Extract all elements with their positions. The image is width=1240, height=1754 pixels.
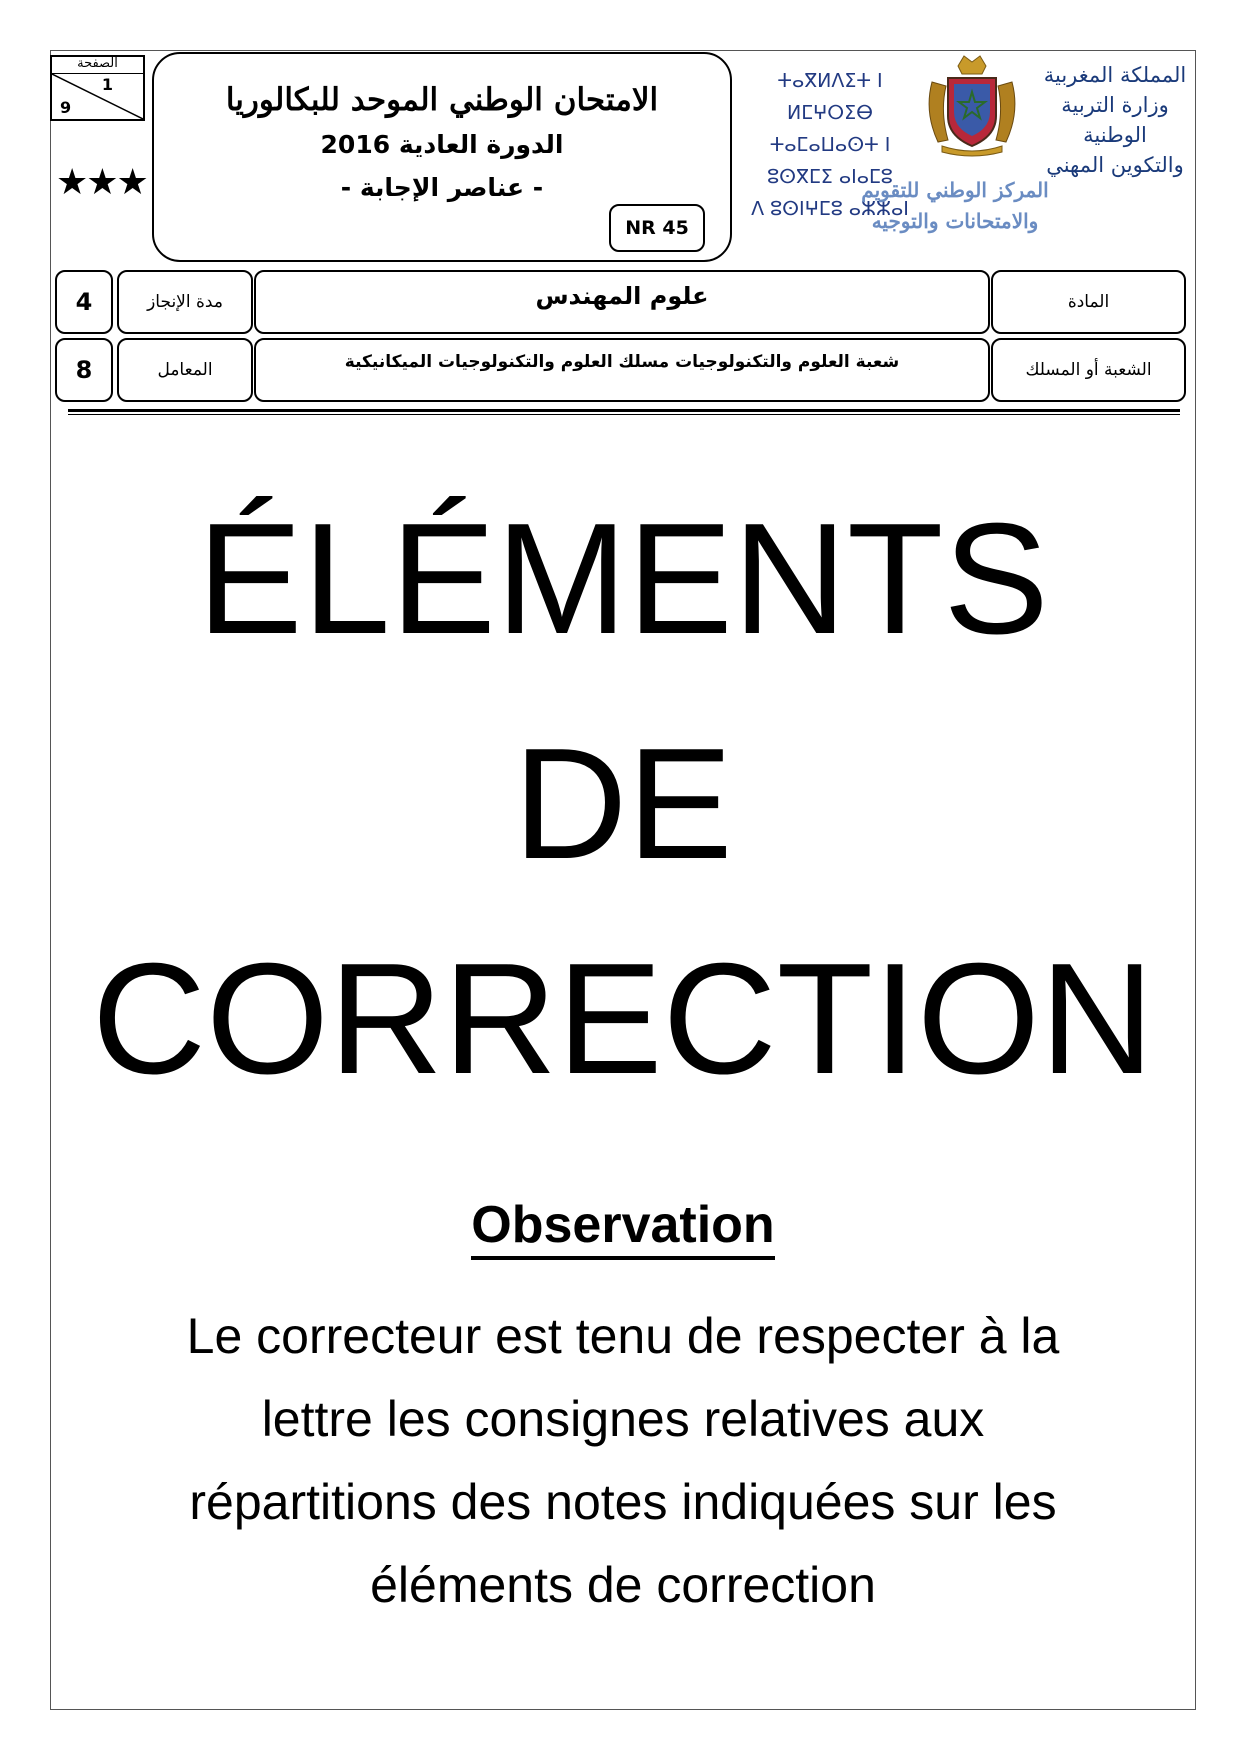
coefficient-value: 8 bbox=[55, 338, 113, 402]
observation-line-2: lettre les consignes relatives aux bbox=[261, 1391, 985, 1447]
stars-rating: ★★★ bbox=[56, 162, 147, 203]
observation-line-4: éléments de correction bbox=[370, 1557, 876, 1613]
observation-title: Observation bbox=[471, 1196, 774, 1260]
title-line-1: ÉLÉMENTS bbox=[197, 491, 1049, 667]
exam-title: الامتحان الوطني الموحد للبكالوريا bbox=[225, 82, 659, 118]
page-label: الصفحة bbox=[52, 55, 143, 74]
page-total: 9 bbox=[60, 98, 72, 117]
page-number-box bbox=[50, 55, 145, 121]
header-divider-thin bbox=[68, 414, 1180, 415]
page-current: 1 bbox=[101, 75, 113, 94]
exam-title-box bbox=[152, 52, 732, 262]
subject-value: علوم المهندس bbox=[254, 270, 990, 334]
observation-line-1: Le correcteur est tenu de respecter à la bbox=[186, 1308, 1060, 1364]
tifinagh-line-2: ⵜⴰⵎⴰⵡⴰⵙⵜ ⵏ ⵓⵙⴳⵎⵉ ⴰⵏⴰⵎⵓ bbox=[767, 134, 893, 188]
duration-label: مدة الإنجاز bbox=[117, 270, 253, 334]
observation-line-3: répartitions des notes indiquées sur les bbox=[189, 1474, 1057, 1530]
exam-session: الدورة العادية 2016 bbox=[320, 130, 564, 159]
observation-text bbox=[95, 1295, 1151, 1627]
tifinagh-line-3: ⴷ ⵓⵙⵏⵖⵎⵓ ⴰⵣⵣⴰⵏ bbox=[751, 198, 909, 220]
kingdom-name: المملكة المغربية bbox=[1043, 63, 1187, 87]
observation-heading bbox=[50, 1195, 1196, 1255]
coefficient-label: المعامل bbox=[117, 338, 253, 402]
branch-label: الشعبة أو المسلك bbox=[991, 338, 1186, 402]
centre-line-1: المركز الوطني للتقويم bbox=[861, 178, 1049, 202]
centre-line-2: والامتحانات والتوجيه bbox=[871, 209, 1039, 233]
branch-value: شعبة العلوم والتكنولوجيات مسلك العلوم والتكنولوجيات الميكانيكية bbox=[254, 338, 990, 402]
header-divider-thick bbox=[68, 409, 1180, 412]
subject-label: المادة bbox=[991, 270, 1186, 334]
title-line-2: DE bbox=[513, 716, 733, 892]
tifinagh-line-1: ⵜⴰⴳⵍⴷⵉⵜ ⵏ ⵍⵎⵖⵔⵉⴱ bbox=[777, 70, 883, 124]
duration-value: 4 bbox=[55, 270, 113, 334]
ministry-name-2: والتكوين المهني bbox=[1046, 153, 1184, 177]
title-line-3: CORRECTION bbox=[91, 931, 1155, 1107]
answer-elements-label: - عناصر الإجابة - bbox=[340, 173, 544, 202]
ministry-name: وزارة التربية الوطنية bbox=[1061, 93, 1169, 147]
ministry-header bbox=[1030, 60, 1200, 180]
nr-code-badge: NR 45 bbox=[609, 204, 705, 252]
evaluation-centre bbox=[830, 175, 1080, 237]
coat-of-arms-emblem bbox=[918, 52, 1026, 160]
